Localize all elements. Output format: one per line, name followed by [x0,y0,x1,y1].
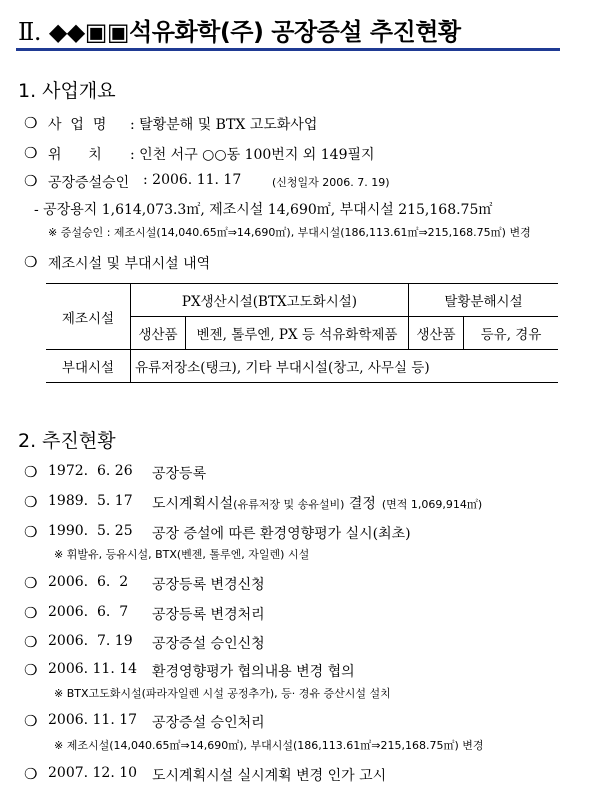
table-cell: 벤젠, 톨루엔, PX 등 석유화학제품 [186,317,409,350]
history-item [0,633,599,653]
table-cell: 유류저장소(탱크), 기타 부대시설(창고, 사무실 등) [131,350,559,383]
bullet-icon: ❍ [24,574,38,592]
facility-table [46,283,558,383]
history-date: 2006. 11. 17 [48,712,138,728]
bullet-icon: ❍ [24,114,38,132]
bullet-icon: ❍ [24,633,38,651]
history-item [0,661,599,681]
overview-label: 공장증설승인 [48,175,130,191]
overview-value: : 탈황분해 및 BTX 고도화사업 [130,117,318,133]
table-cell: PX생산시설(BTX고도화시설) [131,284,409,317]
bullet-icon: ❍ [24,765,38,783]
history-item [0,463,599,483]
section2-heading: 2. 추진현황 [18,430,116,452]
history-event: 공장증설 승인처리 [152,715,265,731]
history-event: 공장등록 변경처리 [152,607,265,623]
history-note: ※ BTX고도화시설(파라자일렌 시설 공정추가), 등· 경유 증산시설 설치 [54,687,391,700]
overview-extra: (신청일자 2006. 7. 19) [272,176,390,189]
facility-heading: 제조시설 및 부대시설 내역 [48,256,211,272]
bullet-icon: ❍ [24,144,38,162]
history-event: 공장증설 승인신청 [152,636,265,652]
area-line: - 공장용지 1,614,073.3㎡, 제조시설 14,690㎡, 부대시설 215,168.75㎡ [34,202,493,218]
history-event: 공장등록 [152,466,207,482]
bullet-icon: ❍ [24,493,38,511]
history-item [0,523,599,543]
history-extra-2: (면적 1,069,914㎡) [381,498,483,511]
title-text: ◆◆▣▣석유화학(주) 공장증설 추진현황 [48,18,461,46]
history-date: 1972. 6. 26 [48,463,133,479]
history-event: 환경영향평가 협의내용 변경 협의 [152,664,355,680]
bullet-icon: ❍ [24,523,38,541]
title-underline [16,48,560,51]
area-note: ※ 증설승인 : 제조시설(14,040.65㎡⇒14,690㎡), 부대시설(186,113.61㎡⇒215,168.75㎡) 변경 [48,226,531,239]
bullet-icon: ❍ [24,661,38,679]
history-event: 공장등록 변경신청 [152,577,265,593]
bullet-icon: ❍ [24,463,38,481]
table-cell: 생산품 [409,317,464,350]
bullet-icon: ❍ [24,712,38,730]
table-cell: 탈황분해시설 [409,284,559,317]
history-item [0,712,599,732]
bullet-icon: ❍ [24,604,38,622]
page-title [18,12,461,47]
history-date: 2006. 6. 7 [48,604,129,620]
history-date: 2006. 7. 19 [48,633,133,649]
history-date: 2006. 11. 14 [48,661,138,677]
history-note: ※ 제조시설(14,040.65㎡⇒14,690㎡), 부대시설(186,113.61㎡⇒215,168.75㎡) 변경 [54,739,484,752]
history-date: 2007. 12. 10 [48,765,138,781]
table-cell: 제조시설 [46,284,131,350]
history-note: ※ 휘발유, 등유시설, BTX(벤젠, 톨루엔, 자일렌) 시설 [54,548,310,561]
history-item [0,604,599,624]
history-event: 도시계획시설 [152,496,234,512]
bullet-icon: ❍ [24,253,38,271]
history-extra: (유류저장 및 송유설비) [233,498,345,511]
overview-value: : 2006. 11. 17 [143,172,242,188]
overview-value: : 인천 서구 ○○동 100번지 외 149필지 [130,147,375,163]
title-number: Ⅱ. [18,18,41,46]
history-event-suffix: 결정 [344,496,376,512]
overview-label: 사 업 명 [48,117,107,133]
section1-heading: 1. 사업개요 [18,80,116,102]
history-date: 1990. 5. 25 [48,523,133,539]
history-event: 도시계획시설 실시계획 변경 인가 고시 [152,768,387,784]
history-item [0,574,599,594]
bullet-icon: ❍ [24,172,38,190]
history-item [0,765,599,785]
history-event-group [152,493,482,513]
history-item [0,493,599,513]
history-event: 공장 증설에 따른 환경영향평가 실시(최초) [152,526,411,542]
history-date: 1989. 5. 17 [48,493,133,509]
table-cell: 등유, 경유 [464,317,559,350]
table-cell: 생산품 [131,317,186,350]
overview-label: 위 치 [48,147,102,163]
table-cell: 부대시설 [46,350,131,383]
history-date: 2006. 6. 2 [48,574,129,590]
